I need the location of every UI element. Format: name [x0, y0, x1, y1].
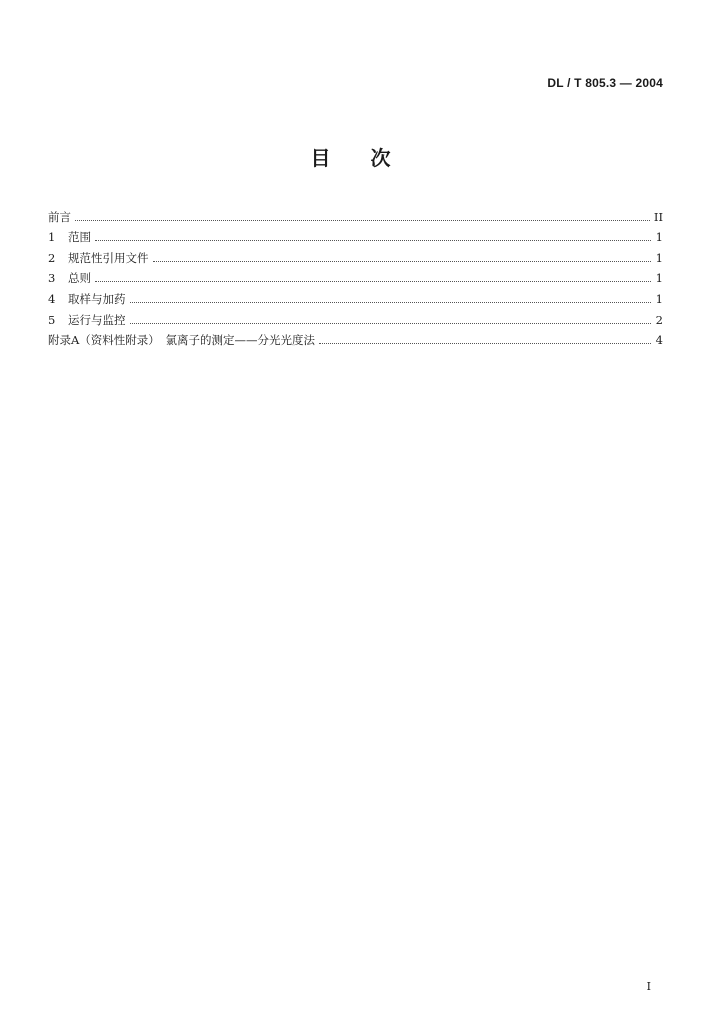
- toc-entry-page: 2: [655, 312, 663, 327]
- toc-entry-normative-references[interactable]: [48, 244, 663, 265]
- toc-entry-label: 取样与加药: [68, 291, 126, 306]
- page-number: I: [646, 980, 651, 993]
- toc-leader-dots: [130, 302, 652, 303]
- toc-entry-label: 运行与监控: [68, 312, 126, 327]
- toc-entry-operation-monitoring[interactable]: [48, 306, 663, 327]
- toc-leader-dots: [75, 220, 650, 221]
- standard-code: DL / T 805.3 — 2004: [547, 76, 663, 90]
- toc-entry-number: 5: [48, 312, 56, 327]
- toc-entry-page: 1: [655, 271, 663, 286]
- toc-entry-label: 范围: [68, 230, 91, 245]
- toc-entry-number: 2: [48, 250, 56, 265]
- toc-entry-page: 1: [655, 230, 663, 245]
- toc-leader-dots: [319, 343, 651, 344]
- toc-leader-dots: [153, 261, 652, 262]
- toc-entry-label: 附录A（资料性附录） 氯离子的测定——分光光度法: [48, 333, 316, 348]
- toc-entry-label: 规范性引用文件: [68, 250, 149, 265]
- toc-entry-sampling-dosing[interactable]: [48, 285, 663, 306]
- table-of-contents: [48, 203, 663, 347]
- toc-entry-page: 4: [655, 333, 663, 348]
- toc-entry-label: 前言: [48, 209, 71, 224]
- page-title: 目 次: [310, 146, 391, 170]
- toc-entry-page: 1: [655, 291, 663, 306]
- toc-leader-dots: [95, 281, 651, 282]
- toc-entry-number: 1: [48, 230, 56, 245]
- toc-entry-general[interactable]: [48, 265, 663, 286]
- toc-entry-number: 4: [48, 291, 56, 306]
- toc-entry-page: II: [653, 209, 663, 224]
- toc-leader-dots: [95, 240, 651, 241]
- toc-entry-preface[interactable]: [48, 203, 663, 224]
- toc-entry-number: 3: [48, 271, 56, 286]
- toc-entry-appendix-a[interactable]: [48, 327, 663, 348]
- toc-entry-label: 总则: [68, 271, 91, 286]
- toc-entry-page: 1: [655, 250, 663, 265]
- toc-entry-scope[interactable]: [48, 224, 663, 245]
- toc-leader-dots: [130, 323, 652, 324]
